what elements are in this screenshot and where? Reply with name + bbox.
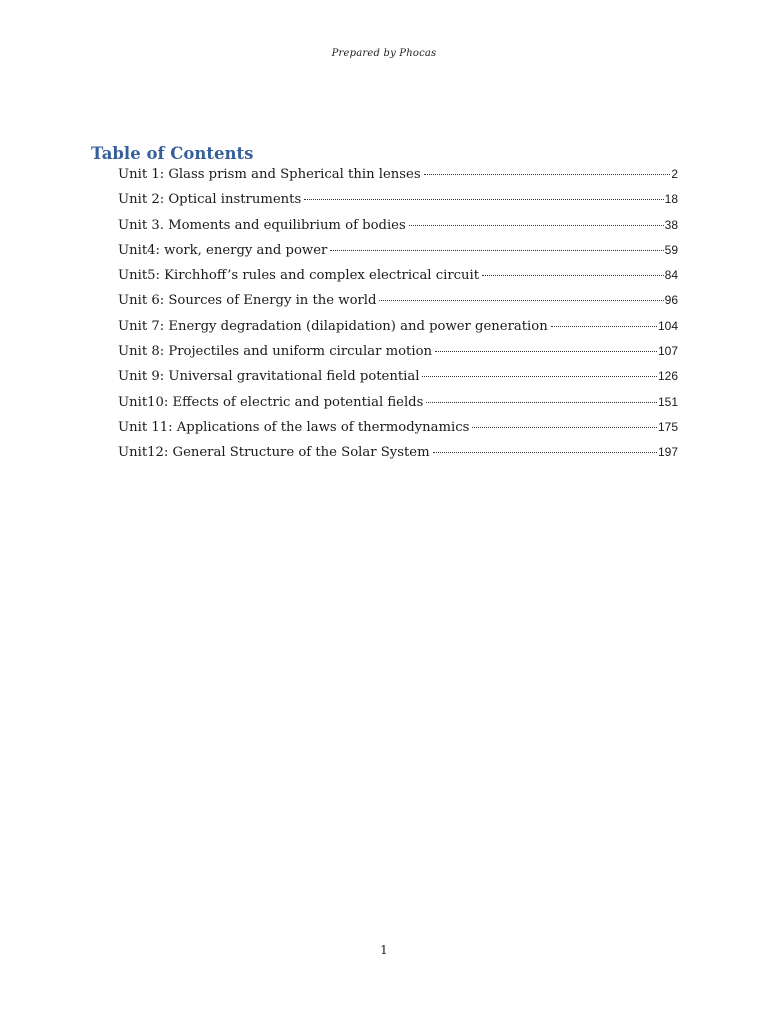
dot-leader bbox=[330, 250, 663, 251]
toc-entry-label: Unit4: work, energy and power bbox=[118, 242, 328, 258]
toc-entry-unit-7[interactable] bbox=[118, 319, 678, 344]
toc-entry-unit-11[interactable] bbox=[118, 420, 678, 445]
dot-leader bbox=[482, 275, 664, 276]
dot-leader bbox=[424, 174, 671, 175]
toc-entry-page: 197 bbox=[657, 445, 678, 460]
dot-leader bbox=[433, 452, 657, 453]
toc-entry-page: 84 bbox=[664, 268, 678, 283]
toc-entry-unit-5[interactable] bbox=[118, 268, 678, 293]
toc-list bbox=[118, 167, 678, 471]
dot-leader bbox=[472, 427, 657, 428]
dot-leader bbox=[379, 300, 663, 301]
toc-entry-page: 126 bbox=[657, 369, 678, 384]
page-number: 1 bbox=[380, 943, 388, 957]
toc-entry-label: Unit12: General Structure of the Solar System bbox=[118, 445, 430, 461]
toc-entry-label: Unit 11: Applications of the laws of thermodynamics bbox=[118, 419, 470, 435]
dot-leader bbox=[409, 225, 664, 226]
toc-entry-page: 38 bbox=[664, 217, 678, 232]
toc-entry-page: 104 bbox=[657, 318, 678, 333]
toc-entry-unit-9[interactable] bbox=[118, 369, 678, 394]
toc-entry-label: Unit 9: Universal gravitational field potential bbox=[118, 369, 420, 385]
dot-leader bbox=[435, 351, 657, 352]
toc-entry-label: Unit 8: Projectiles and uniform circular motion bbox=[118, 344, 433, 360]
toc-entry-page: 96 bbox=[664, 293, 678, 308]
toc-entry-unit-3[interactable] bbox=[118, 218, 678, 243]
toc-entry-page: 107 bbox=[657, 344, 678, 359]
toc-entry-label: Unit 7: Energy degradation (dilapidation) and power generation bbox=[118, 318, 548, 334]
toc-entry-unit-6[interactable] bbox=[118, 293, 678, 318]
toc-entry-page: 59 bbox=[664, 242, 678, 257]
toc-entry-label: Unit5: Kirchhoff’s rules and complex electrical circuit bbox=[118, 268, 480, 284]
toc-entry-unit-8[interactable] bbox=[118, 344, 678, 369]
dot-leader bbox=[422, 376, 657, 377]
dot-leader bbox=[426, 402, 657, 403]
toc-entry-label: Unit10: Effects of electric and potential fields bbox=[118, 394, 424, 410]
dot-leader bbox=[551, 326, 657, 327]
header-note: Prepared by Phocas bbox=[331, 48, 437, 59]
toc-entry-unit-10[interactable] bbox=[118, 395, 678, 420]
toc-title: Table of Contents bbox=[91, 144, 254, 163]
toc-entry-page: 151 bbox=[657, 394, 678, 409]
toc-entry-label: Unit 2: Optical instruments bbox=[118, 192, 302, 208]
dot-leader bbox=[304, 199, 663, 200]
toc-entry-unit-2[interactable] bbox=[118, 192, 678, 217]
toc-entry-label: Unit 6: Sources of Energy in the world bbox=[118, 293, 377, 309]
toc-entry-page: 18 bbox=[664, 192, 678, 207]
toc-entry-label: Unit 3. Moments and equilibrium of bodies bbox=[118, 217, 406, 233]
toc-entry-page: 2 bbox=[671, 167, 678, 181]
toc-entry-page: 175 bbox=[657, 419, 678, 434]
toc-entry-label: Unit 1: Glass prism and Spherical thin lenses bbox=[118, 167, 421, 182]
toc-entry-unit-12[interactable] bbox=[118, 445, 678, 470]
toc-entry-unit-4[interactable] bbox=[118, 243, 678, 268]
toc-entry-unit-1[interactable] bbox=[118, 167, 678, 192]
